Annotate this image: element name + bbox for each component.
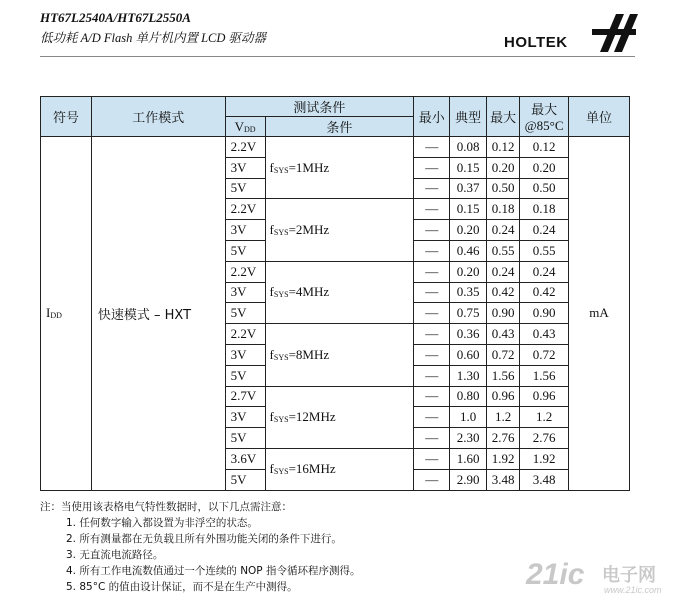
min-cell: — [414, 448, 450, 469]
typ-cell: 1.0 [450, 407, 487, 428]
condition-sub: SYS [273, 165, 289, 175]
max-cell: 0.18 [487, 199, 520, 220]
condition-f: f [269, 222, 274, 238]
watermark-cn: 电子网 [602, 565, 656, 586]
min-cell: — [414, 303, 450, 324]
typ-cell: 0.20 [450, 220, 487, 241]
condition-cell [265, 137, 414, 199]
max-cell: 0.96 [487, 386, 520, 407]
typ-cell: 0.75 [450, 303, 487, 324]
typ-cell: 1.30 [450, 365, 487, 386]
min-cell: — [414, 137, 450, 158]
max85-cell: 0.50 [520, 178, 569, 199]
vdd-cell: 5V [225, 303, 265, 324]
max85-cell: 0.42 [520, 282, 569, 303]
typ-cell: 0.08 [450, 137, 487, 158]
unit-cell: mA [569, 137, 630, 491]
max85-cell: 3.48 [520, 469, 569, 490]
watermark-url: www.21ic.com [604, 585, 662, 595]
condition-f: f [269, 284, 274, 300]
max-cell: 1.56 [487, 365, 520, 386]
vdd-cell: 3V [225, 220, 265, 241]
max85-cell: 0.96 [520, 386, 569, 407]
header-max85-line1: 最大 [531, 103, 558, 118]
note-item: 4. 所有工作电流数值通过一个连续的 NOP 指令循环程序测得。 [66, 565, 361, 577]
condition-f: f [269, 409, 274, 425]
condition-value: =1MHz [288, 159, 330, 175]
vdd-cell: 2.2V [225, 199, 265, 220]
vdd-cell: 3V [225, 157, 265, 178]
max-cell: 0.42 [487, 282, 520, 303]
typ-cell: 0.80 [450, 386, 487, 407]
max85-cell: 0.72 [520, 344, 569, 365]
header-min: 最小 [414, 97, 450, 137]
min-cell: — [414, 178, 450, 199]
min-cell: — [414, 386, 450, 407]
header-vdd [225, 117, 265, 137]
condition-sub: SYS [273, 467, 289, 477]
max85-cell: 0.24 [520, 220, 569, 241]
vdd-cell: 5V [225, 428, 265, 449]
note-item: 1. 任何数字输入都设置为非浮空的状态。 [66, 517, 258, 529]
doc-title: HT67L2540A/HT67L2550A [40, 10, 191, 25]
max-cell: 1.92 [487, 448, 520, 469]
vdd-cell: 3V [225, 344, 265, 365]
max85-cell: 1.56 [520, 365, 569, 386]
holtek-logo-icon [586, 14, 638, 52]
max-cell: 0.24 [487, 261, 520, 282]
condition-cell [265, 386, 414, 448]
min-cell: — [414, 428, 450, 449]
typ-cell: 1.60 [450, 448, 487, 469]
electrical-characteristics-table [40, 96, 630, 491]
max-cell: 0.43 [487, 324, 520, 345]
vdd-cell: 3V [225, 282, 265, 303]
typ-cell: 0.15 [450, 157, 487, 178]
typ-cell: 0.46 [450, 240, 487, 261]
vdd-cell: 5V [225, 469, 265, 490]
condition-value: =2MHz [288, 222, 330, 238]
note-item: 5. 85°C 的值由设计保证，而不是在生产中测得。 [66, 581, 298, 593]
vdd-cell: 3.6V [225, 448, 265, 469]
min-cell: — [414, 469, 450, 490]
max85-cell: 0.18 [520, 199, 569, 220]
max-cell: 0.90 [487, 303, 520, 324]
max-cell: 3.48 [487, 469, 520, 490]
header-condition: 条件 [265, 117, 414, 137]
mode-cell: 快速模式 – HXT [91, 137, 225, 491]
logo-text: HOLTEK [504, 34, 568, 51]
header-typ: 典型 [450, 97, 487, 137]
max85-cell: 1.2 [520, 407, 569, 428]
header-unit: 单位 [569, 97, 630, 137]
watermark-brand: 21ic [526, 558, 585, 591]
min-cell: — [414, 157, 450, 178]
condition-value: =16MHz [288, 461, 336, 477]
condition-value: =8MHz [288, 346, 330, 362]
typ-cell: 0.37 [450, 178, 487, 199]
table-row [41, 137, 630, 158]
max-cell: 0.12 [487, 137, 520, 158]
max85-cell: 0.43 [520, 324, 569, 345]
symbol-main: I [46, 305, 51, 321]
condition-cell [265, 448, 414, 490]
condition-cell [265, 199, 414, 261]
note-item: 3. 无直流电流路径。 [66, 549, 164, 561]
vdd-cell: 5V [225, 240, 265, 261]
condition-f: f [269, 159, 274, 175]
min-cell: — [414, 282, 450, 303]
typ-cell: 0.15 [450, 199, 487, 220]
header-mode: 工作模式 [91, 97, 225, 137]
min-cell: — [414, 240, 450, 261]
condition-f: f [269, 461, 274, 477]
max85-cell: 0.12 [520, 137, 569, 158]
typ-cell: 0.20 [450, 261, 487, 282]
max85-cell: 0.55 [520, 240, 569, 261]
note-item: 2. 所有测量都在无负载且所有外围功能关闭的条件下进行。 [66, 533, 342, 545]
header-rule [40, 56, 635, 57]
max-cell: 0.72 [487, 344, 520, 365]
max85-cell: 0.90 [520, 303, 569, 324]
max-cell: 2.76 [487, 428, 520, 449]
min-cell: — [414, 220, 450, 241]
symbol-cell [41, 137, 92, 491]
max-cell: 0.55 [487, 240, 520, 261]
vdd-cell: 5V [225, 178, 265, 199]
min-cell: — [414, 407, 450, 428]
header-max-85c [520, 97, 569, 137]
min-cell: — [414, 365, 450, 386]
max85-cell: 0.20 [520, 157, 569, 178]
header-max: 最大 [487, 97, 520, 137]
header-test-conditions: 测试条件 [225, 97, 414, 117]
header-vdd-sub: DD [243, 124, 256, 134]
min-cell: — [414, 344, 450, 365]
vdd-cell: 2.2V [225, 261, 265, 282]
vdd-cell: 2.2V [225, 137, 265, 158]
max-cell: 0.24 [487, 220, 520, 241]
header-symbol: 符号 [41, 97, 92, 137]
vdd-cell: 5V [225, 365, 265, 386]
typ-cell: 0.60 [450, 344, 487, 365]
notes-lead: 注：当使用该表格电气特性数据时，以下几点需注意： [40, 501, 292, 513]
condition-value: =12MHz [288, 409, 336, 425]
max85-cell: 1.92 [520, 448, 569, 469]
max85-cell: 0.24 [520, 261, 569, 282]
typ-cell: 0.36 [450, 324, 487, 345]
typ-cell: 0.35 [450, 282, 487, 303]
typ-cell: 2.30 [450, 428, 487, 449]
max-cell: 0.20 [487, 157, 520, 178]
condition-sub: SYS [273, 352, 289, 362]
symbol-sub: DD [50, 311, 62, 321]
condition-sub: SYS [273, 228, 289, 238]
typ-cell: 2.90 [450, 469, 487, 490]
header-max85-line2: @85°C [524, 118, 564, 133]
condition-f: f [269, 346, 274, 362]
condition-cell [265, 261, 414, 323]
condition-sub: SYS [273, 415, 289, 425]
notes-block [40, 499, 360, 595]
table-body [41, 137, 630, 491]
condition-cell [265, 324, 414, 386]
vdd-cell: 3V [225, 407, 265, 428]
vdd-cell: 2.7V [225, 386, 265, 407]
max85-cell: 2.76 [520, 428, 569, 449]
max-cell: 0.50 [487, 178, 520, 199]
min-cell: — [414, 324, 450, 345]
holtek-logo [504, 14, 638, 52]
vdd-cell: 2.2V [225, 324, 265, 345]
min-cell: — [414, 199, 450, 220]
max-cell: 1.2 [487, 407, 520, 428]
header-vdd-main: V [234, 118, 244, 134]
condition-value: =4MHz [288, 284, 330, 300]
doc-subtitle: 低功耗 A/D Flash 单片机内置 LCD 驱动器 [40, 31, 267, 45]
condition-sub: SYS [273, 290, 289, 300]
min-cell: — [414, 261, 450, 282]
